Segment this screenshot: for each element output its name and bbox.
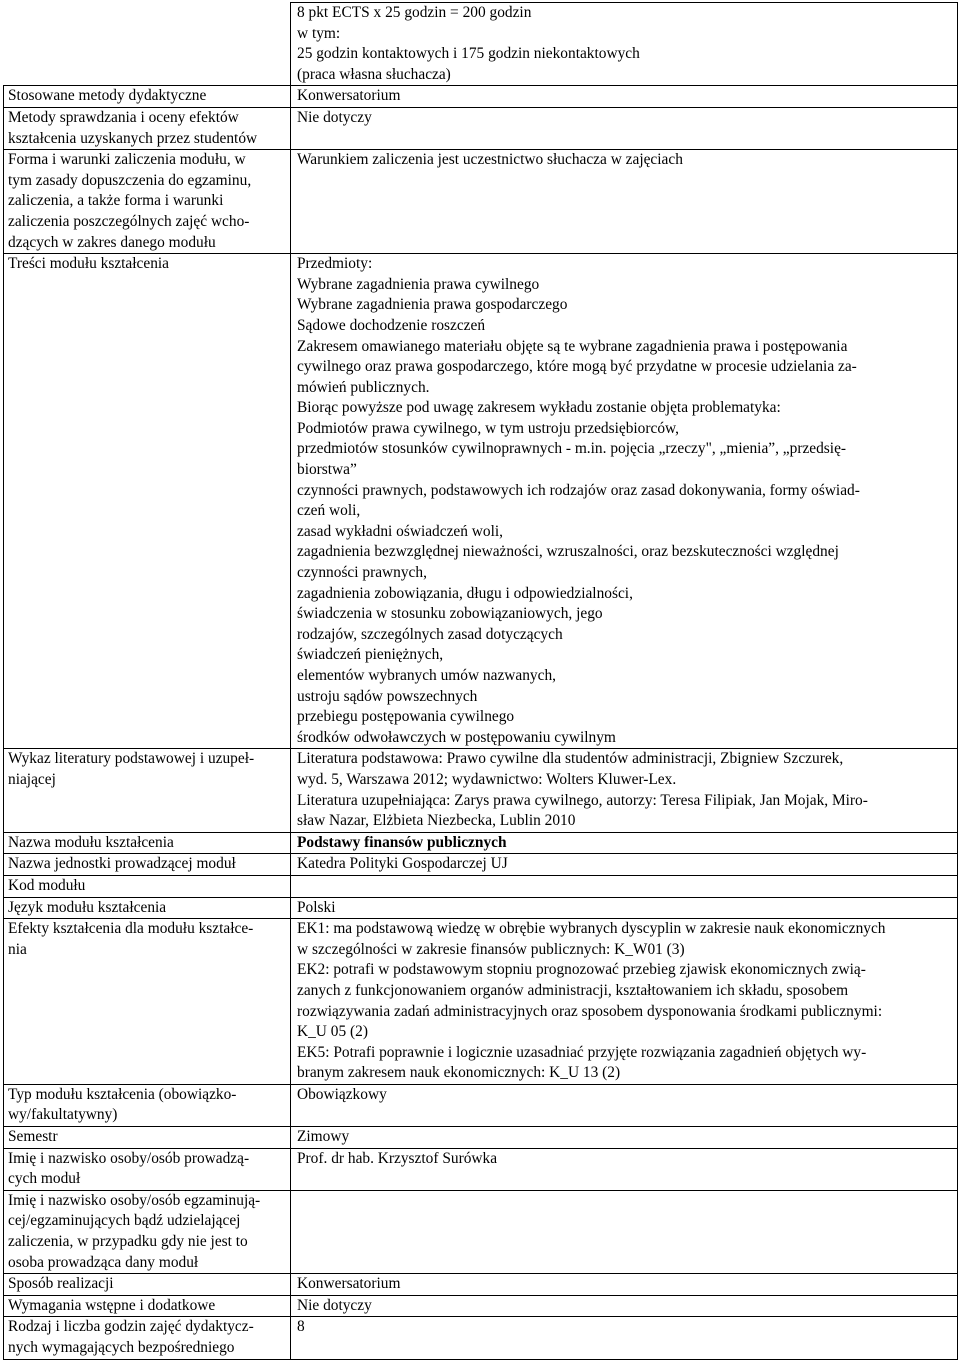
row-label-line: tym zasady dopuszczenia do egzaminu, bbox=[8, 171, 252, 189]
row-osoba-prowadzaca bbox=[4, 1148, 958, 1190]
efekty-line: EK2: potrafi w podstawowym stopniu prognozować przebieg zjawisk ekonomicznych zwią- bbox=[297, 961, 866, 979]
row-value: Konwersatorium bbox=[297, 1275, 401, 1293]
row-forma-zaliczenia bbox=[4, 150, 958, 254]
row-label-line: zaliczenia, a także forma i warunki bbox=[8, 192, 224, 210]
tresci-line: przedmiotów stosunków cywilnoprawnych - m.in. pojęcia „rzeczy", „mienia”, „przedsię- bbox=[297, 440, 847, 458]
row-kod-modulu bbox=[4, 875, 958, 897]
ects-label-cell bbox=[4, 3, 291, 86]
row-label: Nazwa jednostki prowadzącej moduł bbox=[8, 855, 236, 873]
row-jezyk bbox=[4, 897, 958, 919]
row-label-line: Wykaz literatury podstawowej i uzupeł- bbox=[8, 750, 255, 768]
row-label-line: kształcenia uzyskanych przez studentów bbox=[8, 129, 258, 147]
row-label-line: Typ modułu kształcenia (obowiązko- bbox=[8, 1085, 237, 1103]
row-value: Katedra Polityki Gospodarczej UJ bbox=[297, 855, 508, 873]
row-label-line: niającej bbox=[8, 770, 56, 788]
row-label-line: dzących w zakres danego modułu bbox=[8, 233, 216, 251]
tresci-line: Zakresem omawianego materiału objęte są te wybrane zagadnienia prawa i postępowania bbox=[297, 337, 848, 355]
tresci-line: środków odwoławczych w postępowaniu cywilnym bbox=[297, 728, 616, 746]
tresci-line: biorstwa” bbox=[297, 461, 357, 479]
row-label: Język modułu kształcenia bbox=[8, 898, 167, 916]
row-nazwa-modulu bbox=[4, 832, 958, 854]
row-label-line: Imię i nazwisko osoby/osób prowadzą- bbox=[8, 1149, 250, 1167]
ects-line: 25 godzin kontaktowych i 175 godzin niekontaktowych bbox=[297, 45, 640, 63]
row-label: Sposób realizacji bbox=[8, 1275, 114, 1293]
tresci-line: rodzajów, szczególnych zasad dotyczących bbox=[297, 625, 563, 643]
tresci-line: ustroju sądów powszechnych bbox=[297, 687, 478, 705]
row-label: Stosowane metody dydaktyczne bbox=[8, 87, 207, 105]
row-value: Prof. dr hab. Krzysztof Surówka bbox=[297, 1149, 498, 1167]
tresci-line: Przedmioty: bbox=[297, 255, 373, 273]
row-metody-dydaktyczne bbox=[4, 86, 958, 108]
ects-line: (praca własna słuchacza) bbox=[297, 65, 451, 83]
row-label-line: osoba prowadząca dany moduł bbox=[8, 1253, 199, 1271]
row-label: Kod modułu bbox=[8, 876, 86, 894]
tresci-line: czynności prawnych, bbox=[297, 564, 427, 582]
module-description-table bbox=[3, 2, 958, 1360]
row-tresci bbox=[4, 254, 958, 749]
row-typ-modulu bbox=[4, 1084, 958, 1126]
ects-line: w tym: bbox=[297, 24, 341, 42]
efekty-line: branym zakresem nauk ekonomicznych: K_U 13 (2) bbox=[297, 1064, 621, 1082]
ects-row bbox=[4, 3, 958, 86]
row-value: Zimowy bbox=[297, 1128, 350, 1146]
tresci-line: zasad wykładni oświadczeń woli, bbox=[297, 522, 504, 540]
row-value: Polski bbox=[297, 898, 336, 916]
literatura-line: wyd. 5, Warszawa 2012; wydawnictwo: Wolters Kluwer-Lex. bbox=[297, 770, 677, 788]
row-wymagania bbox=[4, 1295, 958, 1317]
tresci-line: cywilnego oraz prawa gospodarczego, które mogą być przydatne w procesie udzielania za- bbox=[297, 358, 857, 376]
row-sposob-realizacji bbox=[4, 1274, 958, 1296]
tresci-line: przebiegu postępowania cywilnego bbox=[297, 708, 515, 726]
tresci-line: czeń woli, bbox=[297, 502, 361, 520]
efekty-line: zanych z funkcjonowaniem organów administracji, kształtowaniem ich składu, sposobem bbox=[297, 981, 849, 999]
row-efekty bbox=[4, 919, 958, 1085]
literatura-line: sław Nazar, Elżbieta Niezbecka, Lublin 2010 bbox=[297, 812, 576, 830]
row-rodzaj-liczba bbox=[4, 1317, 958, 1359]
module-name: Podstawy finansów publicznych bbox=[297, 833, 507, 851]
efekty-line: K_U 05 (2) bbox=[297, 1023, 368, 1041]
tresci-line: Podmiotów prawa cywilnego, w tym ustroju przedsiębiorców, bbox=[297, 419, 679, 437]
row-label-line: Forma i warunki zaliczenia modułu, w bbox=[8, 151, 246, 169]
tresci-line: świadczeń pieniężnych, bbox=[297, 646, 444, 664]
row-label: Treści modułu kształcenia bbox=[8, 255, 170, 273]
row-label: Nazwa modułu kształcenia bbox=[8, 833, 174, 851]
efekty-line: EK5: Potrafi poprawnie i logicznie uzasadniać przyjęte rozwiązania zagadnień objętych wy- bbox=[297, 1043, 867, 1061]
row-value: Konwersatorium bbox=[297, 87, 401, 105]
row-label-line: Imię i nazwisko osoby/osób egzaminują- bbox=[8, 1191, 261, 1209]
literatura-line: Literatura podstawowa: Prawo cywilne dla studentów administracji, Zbigniew Szczurek, bbox=[297, 750, 844, 768]
tresci-line: zagadnienia bezwzględnej nieważności, wzruszalności, oraz bezskuteczności względnej bbox=[297, 543, 839, 561]
row-label-line: Metody sprawdzania i oceny efektów bbox=[8, 108, 239, 126]
row-osoba-egzaminujaca bbox=[4, 1190, 958, 1273]
tresci-line: świadczenia w stosunku zobowiązaniowych, jego bbox=[297, 605, 603, 623]
row-label-line: zaliczenia poszczególnych zajęć wcho- bbox=[8, 212, 250, 230]
tresci-line: zagadnienia zobowiązania, długu i odpowiedzialności, bbox=[297, 584, 633, 602]
row-label-line: Efekty kształcenia dla modułu kształce- bbox=[8, 920, 254, 938]
tresci-line: elementów wybranych umów nazwanych, bbox=[297, 667, 556, 684]
row-label-line: Rodzaj i liczba godzin zajęć dydaktycz- bbox=[8, 1318, 254, 1336]
tresci-value-cell bbox=[291, 254, 958, 749]
row-label-line: cych moduł bbox=[8, 1170, 81, 1188]
efekty-line: rozwiązywania zadań administracyjnych oraz sposobem dysponowania środkami publicznymi: bbox=[297, 1002, 883, 1020]
ects-line: 8 pkt ECTS x 25 godzin = 200 godzin bbox=[297, 4, 532, 21]
tresci-line: Biorąc powyższe pod uwagę zakresem wykładu zostanie objęta problematyka: bbox=[297, 399, 781, 417]
row-semestr bbox=[4, 1127, 958, 1149]
row-label: Wymagania wstępne i dodatkowe bbox=[8, 1296, 216, 1314]
row-value: Nie dotyczy bbox=[297, 1296, 372, 1314]
tresci-line: Sądowe dochodzenie roszczeń bbox=[297, 316, 486, 334]
row-value: Warunkiem zaliczenia jest uczestnictwo słuchacza w zajęciach bbox=[297, 151, 683, 169]
row-label-line: cej/egzaminujących bądź udzielającej bbox=[8, 1212, 241, 1230]
row-label-line: wy/fakultatywny) bbox=[8, 1106, 118, 1124]
row-metody-sprawdzania bbox=[4, 107, 958, 149]
tresci-line: mówień publicznych. bbox=[297, 378, 430, 396]
row-label-line: zaliczenia, w przypadku gdy nie jest to bbox=[8, 1233, 248, 1251]
efekty-line: EK1: ma podstawową wiedzę w obrębie wybranych dyscyplin w zakresie nauk ekonomicznych bbox=[297, 920, 886, 938]
tresci-line: Wybrane zagadnienia prawa gospodarczego bbox=[297, 296, 568, 314]
row-value: 8 bbox=[297, 1318, 305, 1336]
literatura-line: Literatura uzupełniająca: Zarys prawa cywilnego, autorzy: Teresa Filipiak, Jan Mojak, Miro- bbox=[297, 791, 868, 809]
row-literatura bbox=[4, 749, 958, 832]
row-nazwa-jednostki bbox=[4, 854, 958, 876]
row-label-line: nia bbox=[8, 940, 27, 958]
row-label: Semestr bbox=[8, 1128, 58, 1146]
tresci-line: Wybrane zagadnienia prawa cywilnego bbox=[297, 275, 540, 293]
efekty-line: w szczególności w zakresie finansów publicznych: K_W01 (3) bbox=[297, 940, 685, 958]
row-value: Nie dotyczy bbox=[297, 108, 372, 126]
row-label-line: nych wymagających bezpośredniego bbox=[8, 1339, 235, 1356]
ects-value-cell bbox=[291, 3, 958, 86]
tresci-line: czynności prawnych, podstawowych ich rodzajów oraz zasad dokonywania, formy oświad- bbox=[297, 481, 860, 499]
row-value: Obowiązkowy bbox=[297, 1085, 387, 1103]
